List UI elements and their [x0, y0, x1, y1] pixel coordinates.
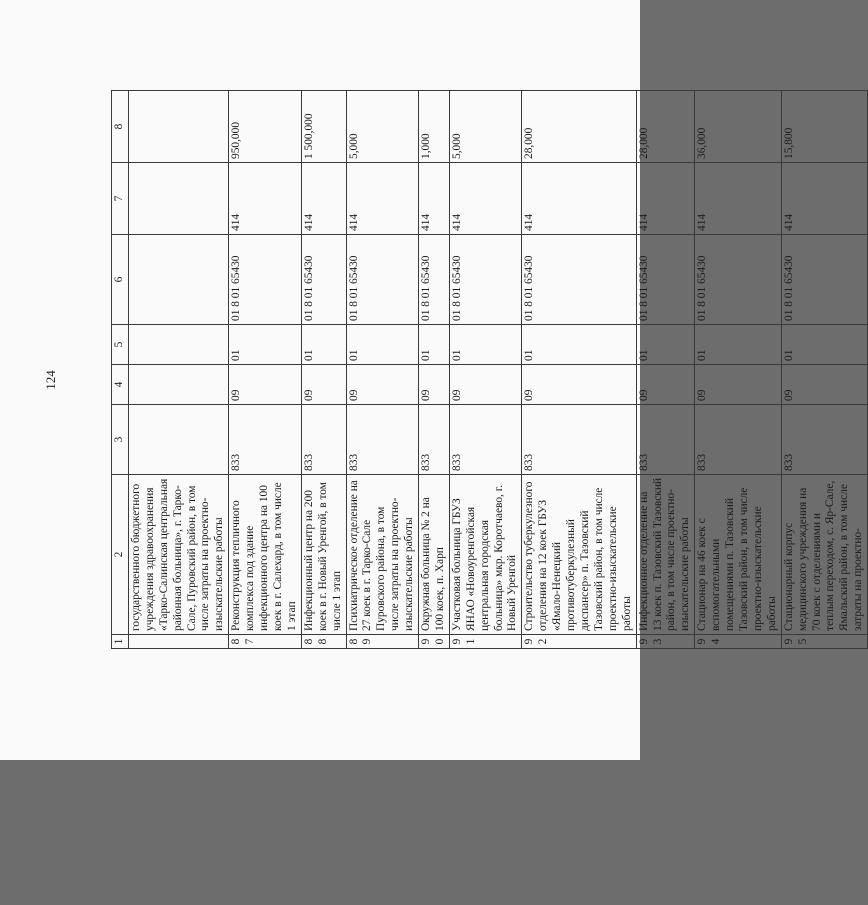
code-section: 09 [346, 365, 419, 405]
code-ministry: 833 [419, 405, 450, 475]
table-row [346, 91, 419, 649]
code-subsection: 01 [419, 325, 450, 365]
amount: 28,000 [522, 91, 636, 163]
code-ministry: 833 [346, 405, 419, 475]
code-section: 09 [522, 365, 636, 405]
column-header: 3 [112, 405, 129, 475]
code-ministry: 833 [449, 405, 522, 475]
amount: 1 500,000 [301, 91, 346, 163]
code-subsection: 01 [522, 325, 636, 365]
code-ministry: 833 [522, 405, 636, 475]
amount [128, 91, 228, 163]
code-ministry: 833 [781, 405, 867, 475]
item-name: Инфекционный центр на 200 коек в г. Новый Уренгой, в том числе 1 этап [301, 475, 346, 635]
code-section: 09 [695, 365, 781, 405]
budget-table [111, 90, 868, 649]
item-name: Окружная больница № 2 на 100 коек, п. Харп [419, 475, 450, 635]
column-header: 8 [112, 91, 129, 163]
code-section: 09 [449, 365, 522, 405]
code-ministry: 833 [636, 405, 695, 475]
code-target [128, 235, 228, 325]
column-header: 7 [112, 163, 129, 235]
item-name: Реконструкция тепличного комплекса под здание инфекционного центра на 100 коек в г. Салехард, в том числе 1 этап [229, 475, 302, 635]
code-subsection: 01 [636, 325, 695, 365]
amount: 5,000 [346, 91, 419, 163]
row-number: 94 [695, 635, 781, 649]
item-name: Инфекционное отделение на 13 коек п. Тазовский Тазовский район, в том числе проектно-изыскательские работы [636, 475, 695, 635]
code-ministry [128, 405, 228, 475]
code-section: 09 [229, 365, 302, 405]
code-target: 01 8 01 65430 [695, 235, 781, 325]
table-row [419, 91, 450, 649]
code-subsection: 01 [781, 325, 867, 365]
column-header: 2 [112, 475, 129, 635]
code-expense-type: 414 [346, 163, 419, 235]
code-ministry: 833 [229, 405, 302, 475]
code-subsection [128, 325, 228, 365]
code-target: 01 8 01 65430 [449, 235, 522, 325]
code-expense-type: 414 [229, 163, 302, 235]
code-target: 01 8 01 65430 [229, 235, 302, 325]
row-number: 95 [781, 635, 867, 649]
code-subsection: 01 [695, 325, 781, 365]
code-target: 01 8 01 65430 [301, 235, 346, 325]
item-name: Стационарный корпус медицинского учреждения на 70 коек с отделениями и теплым переходом, с. Яр-Сале, Ямальский район, в том числе затраты на проектно- [781, 475, 867, 635]
column-header: 4 [112, 365, 129, 405]
item-name: Участковая больница ГБУЗ ЯНАО «Новоуренгойская центральная городская больница» мкр. Коротчаево, г. Новый Уренгой [449, 475, 522, 635]
amount: 1,000 [419, 91, 450, 163]
row-number: 93 [636, 635, 695, 649]
table-row [522, 91, 636, 649]
row-number: 89 [346, 635, 419, 649]
code-expense-type [128, 163, 228, 235]
code-expense-type: 414 [522, 163, 636, 235]
table-container [111, 91, 865, 649]
code-section: 09 [636, 365, 695, 405]
item-name: Психиатрическое отделение на 27 коек в г. Тарко-Сале Пуровского района, в том числе затраты на проектно-изыскательские работы [346, 475, 419, 635]
code-expense-type: 414 [301, 163, 346, 235]
row-number: 92 [522, 635, 636, 649]
amount: 15,800 [781, 91, 867, 163]
code-section: 09 [781, 365, 867, 405]
row-number [128, 635, 228, 649]
table-row [695, 91, 781, 649]
code-target: 01 8 01 65430 [636, 235, 695, 325]
table-row [781, 91, 867, 649]
code-section: 09 [301, 365, 346, 405]
code-target: 01 8 01 65430 [346, 235, 419, 325]
item-name: государственного бюджетного учреждения здравоохранения «Тарко-Салинская центральная районная больница», г. Тарко-Сале, Пуровский район, в том числе затраты на проектно-изыскательские работы [128, 475, 228, 635]
code-expense-type: 414 [419, 163, 450, 235]
column-header: 1 [112, 635, 129, 649]
code-expense-type: 414 [781, 163, 867, 235]
table-row [636, 91, 695, 649]
code-expense-type: 414 [695, 163, 781, 235]
table-row [229, 91, 302, 649]
amount: 36,000 [695, 91, 781, 163]
row-number: 90 [419, 635, 450, 649]
code-section: 09 [419, 365, 450, 405]
code-subsection: 01 [229, 325, 302, 365]
table-row [128, 91, 228, 649]
item-name: Стационар на 46 коек с вспомогательными помещениями п. Тазовский Тазовский район, в том числе проектно-изыскательские работы [695, 475, 781, 635]
code-ministry: 833 [301, 405, 346, 475]
code-subsection: 01 [301, 325, 346, 365]
table-body [112, 91, 868, 649]
amount: 28,000 [636, 91, 695, 163]
code-target: 01 8 01 65430 [419, 235, 450, 325]
code-expense-type: 414 [449, 163, 522, 235]
header-row [112, 91, 129, 649]
row-number: 91 [449, 635, 522, 649]
table-row [301, 91, 346, 649]
code-expense-type: 414 [636, 163, 695, 235]
column-header: 6 [112, 235, 129, 325]
amount: 950,000 [229, 91, 302, 163]
row-number: 88 [301, 635, 346, 649]
code-section [128, 365, 228, 405]
code-subsection: 01 [449, 325, 522, 365]
code-ministry: 833 [695, 405, 781, 475]
row-number: 87 [229, 635, 302, 649]
column-header: 5 [112, 325, 129, 365]
code-subsection: 01 [346, 325, 419, 365]
amount: 5,000 [449, 91, 522, 163]
code-target: 01 8 01 65430 [781, 235, 867, 325]
code-target: 01 8 01 65430 [522, 235, 636, 325]
item-name: Строительство туберкулезного отделения на 12 коек ГБУЗ «Ямало-Ненецкий противотуберкулезный диспансер» п. Тазовский Тазовский район, в том числе проектно-изыскательские работы [522, 475, 636, 635]
page-number: 124 [43, 370, 58, 390]
table-row [449, 91, 522, 649]
